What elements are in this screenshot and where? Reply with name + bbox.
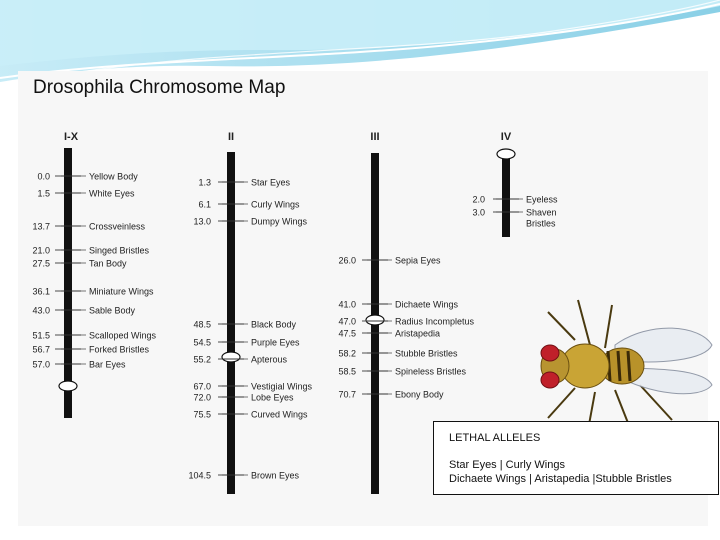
locus-position: 70.7: [338, 389, 356, 400]
fly-leg: [578, 300, 590, 345]
locus-trait: Curved Wings: [251, 409, 308, 420]
locus-trait: Lobe Eyes: [251, 392, 294, 403]
locus-position: 48.5: [193, 319, 211, 330]
chromosome-label: IV: [500, 131, 512, 143]
locus-position: 75.5: [193, 409, 211, 420]
locus-position: 3.0: [472, 207, 485, 218]
locus-position: 56.7: [32, 344, 50, 355]
locus-trait: Apterous: [251, 354, 288, 365]
locus-position: 43.0: [32, 305, 50, 316]
chromosome-bar: [64, 148, 72, 418]
locus-position: 58.2: [338, 348, 356, 359]
locus-position: 41.0: [338, 299, 356, 310]
locus-trait: Star Eyes: [251, 177, 291, 188]
fly-abdomen-stripe: [618, 351, 620, 381]
locus-trait: Yellow Body: [89, 171, 138, 182]
locus-position: 13.7: [32, 221, 50, 232]
locus-trait: Curly Wings: [251, 199, 300, 210]
chromosome-label: I-X: [63, 131, 79, 143]
chromosome-label: II: [227, 131, 235, 143]
locus-trait: Black Body: [251, 319, 297, 330]
locus-position: 57.0: [32, 359, 50, 370]
fly-leg: [548, 388, 575, 418]
lethal-alleles-line: Star Eyes | Curly Wings: [449, 459, 565, 471]
locus-trait: Spineless Bristles: [395, 366, 467, 377]
fly-leg: [605, 305, 612, 348]
chromosome-bar: [502, 150, 510, 237]
locus-trait: Singed Bristles: [89, 245, 150, 256]
lethal-alleles-box: [433, 421, 719, 495]
locus-position: 72.0: [193, 392, 211, 403]
locus-position: 6.1: [198, 199, 211, 210]
centromere: [497, 149, 515, 159]
locus-trait: Dumpy Wings: [251, 216, 308, 227]
locus-trait: Radius Incompletus: [395, 316, 475, 327]
chromosome-bar: [227, 152, 235, 494]
locus-position: 104.5: [188, 470, 211, 481]
locus-trait: Brown Eyes: [251, 470, 300, 481]
locus-position: 27.5: [32, 258, 50, 269]
locus-position: 47.0: [338, 316, 356, 327]
locus-trait: Bar Eyes: [89, 359, 126, 370]
locus-position: 55.2: [193, 354, 211, 365]
locus-trait-line: Bristles: [526, 218, 556, 229]
locus-position: 1.5: [37, 188, 50, 199]
locus-trait: Scalloped Wings: [89, 330, 157, 341]
locus-trait: Crossveinless: [89, 221, 146, 232]
chromosome-label: III: [370, 131, 380, 143]
locus-position: 58.5: [338, 366, 356, 377]
locus-position: 47.5: [338, 328, 356, 339]
locus-position: 13.0: [193, 216, 211, 227]
locus-trait: Eyeless: [526, 194, 558, 205]
locus-position: 21.0: [32, 245, 50, 256]
centromere: [366, 315, 384, 325]
locus-position: 26.0: [338, 255, 356, 266]
locus-position: 1.3: [198, 177, 211, 188]
locus-position: 0.0: [37, 171, 50, 182]
locus-trait: Dichaete Wings: [395, 299, 459, 310]
locus-trait: Stubble Bristles: [395, 348, 458, 359]
fruit-fly-illustration: [541, 300, 712, 430]
locus-position: 36.1: [32, 286, 50, 297]
locus-trait: Sepia Eyes: [395, 255, 441, 266]
locus-trait: Tan Body: [89, 258, 127, 269]
locus-trait: Aristapedia: [395, 328, 441, 339]
fly-leg: [548, 312, 575, 340]
locus-trait: Forked Bristles: [89, 344, 150, 355]
locus-trait: White Eyes: [89, 188, 135, 199]
locus-trait-line: Shaven: [526, 207, 557, 218]
slide-title: Drosophila Chromosome Map: [33, 77, 286, 98]
lethal-alleles-line: Dichaete Wings | Aristapedia |Stubble Bristles: [449, 473, 672, 485]
centromere: [59, 381, 77, 391]
locus-position: 51.5: [32, 330, 50, 341]
locus-trait: Sable Body: [89, 305, 136, 316]
locus-trait: Miniature Wings: [89, 286, 154, 297]
locus-position: 54.5: [193, 337, 211, 348]
centromere: [222, 352, 240, 362]
fly-abdomen-stripe: [628, 351, 630, 381]
locus-position: 67.0: [193, 381, 211, 392]
locus-trait: [526, 208, 557, 229]
locus-trait: Ebony Body: [395, 389, 444, 400]
locus-trait: Vestigial Wings: [251, 381, 313, 392]
fly-eye-red: [541, 345, 559, 361]
fly-eye-red: [541, 372, 559, 388]
lethal-alleles-heading: LETHAL ALLELES: [449, 432, 541, 444]
locus-position: 2.0: [472, 194, 485, 205]
locus-trait: Purple Eyes: [251, 337, 300, 348]
